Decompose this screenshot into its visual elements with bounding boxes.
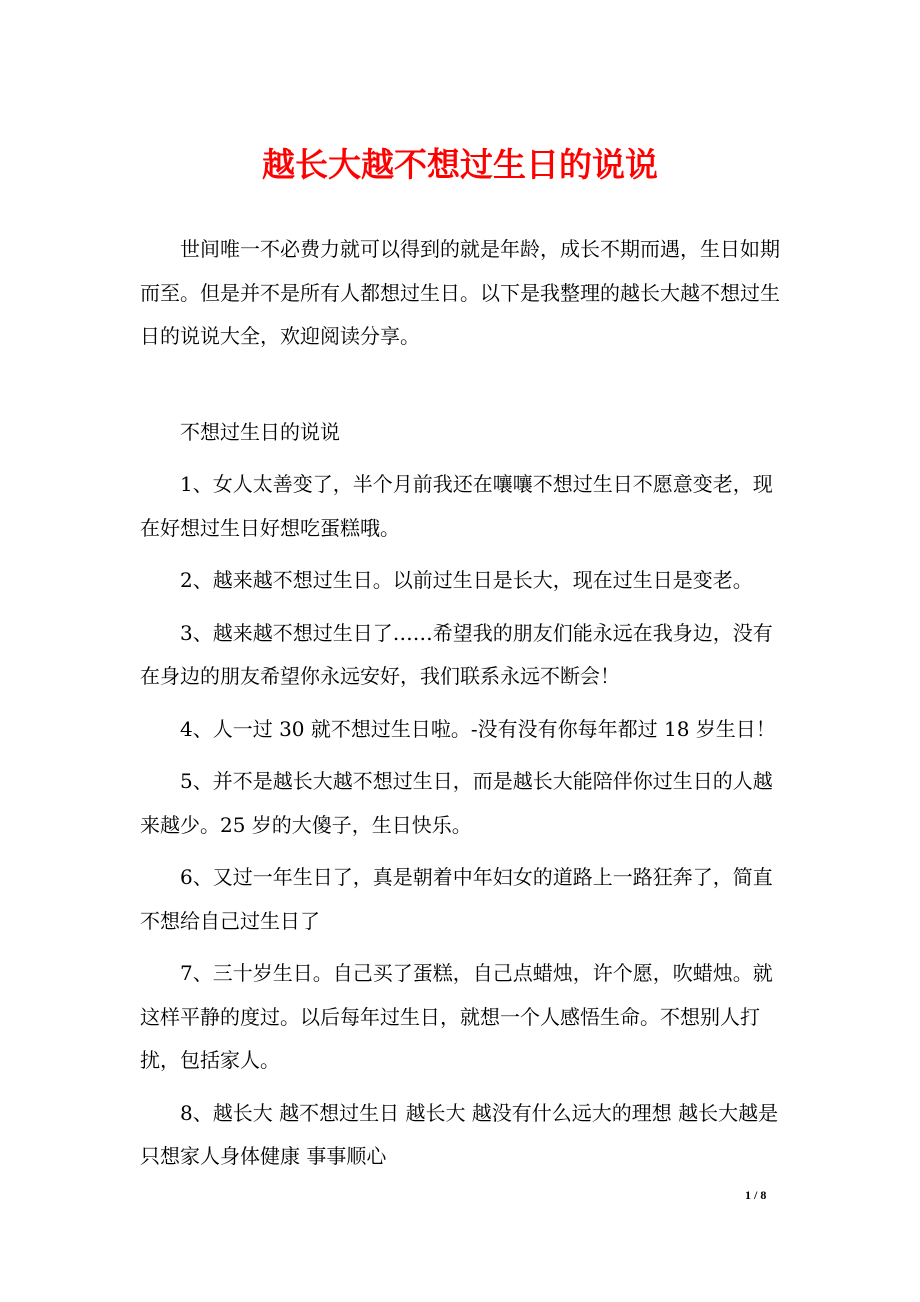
page-number: 1 / 8	[745, 1188, 767, 1202]
list-item: 8、越长大 越不想过生日 越长大 越没有什么远大的理想 越长大越是只想家人身体健康 事事顺心	[140, 1100, 779, 1168]
list-item: 4、人一过 30 就不想过生日啦。-没有没有你每年都过 18 岁生日！	[180, 716, 776, 741]
list-item: 7、三十岁生日。自己买了蛋糕，自己点蜡烛，许个愿，吹蜡烛。就这样平静的度过。以后每年过生日，就想一个人感悟生命。不想别人打扰，包括家人。	[140, 961, 773, 1072]
list-item: 5、并不是越长大越不想过生日，而是越长大能陪伴你过生日的人越来越少。25 岁的大傻子，生日快乐。	[140, 769, 773, 837]
document-body	[140, 228, 782, 1188]
list-item: 6、又过一年生日了，真是朝着中年妇女的道路上一路狂奔了，简直不想给自己过生日了	[140, 865, 773, 933]
document-title: 越长大越不想过生日的说说	[262, 145, 658, 184]
list-item: 1、女人太善变了，半个月前我还在嚷嚷不想过生日不愿意变老，现在好想过生日好想吃蛋糕哦。	[140, 472, 773, 540]
list-item: 3、越来越不想过生日了……希望我的朋友们能永远在我身边，没有在身边的朋友希望你永远安好，我们联系永远不断会！	[140, 620, 773, 688]
section-heading: 不想过生日的说说	[180, 419, 340, 444]
blank-line	[140, 368, 782, 411]
intro-paragraph: 世间唯一不必费力就可以得到的就是年龄，成长不期而遇，生日如期而至。但是并不是所有人都想过生日。以下是我整理的越长大越不想过生日的说说大全，欢迎阅读分享。	[140, 237, 780, 348]
list-item: 2、越来越不想过生日。以前过生日是长大，现在过生日是变老。	[180, 568, 753, 592]
